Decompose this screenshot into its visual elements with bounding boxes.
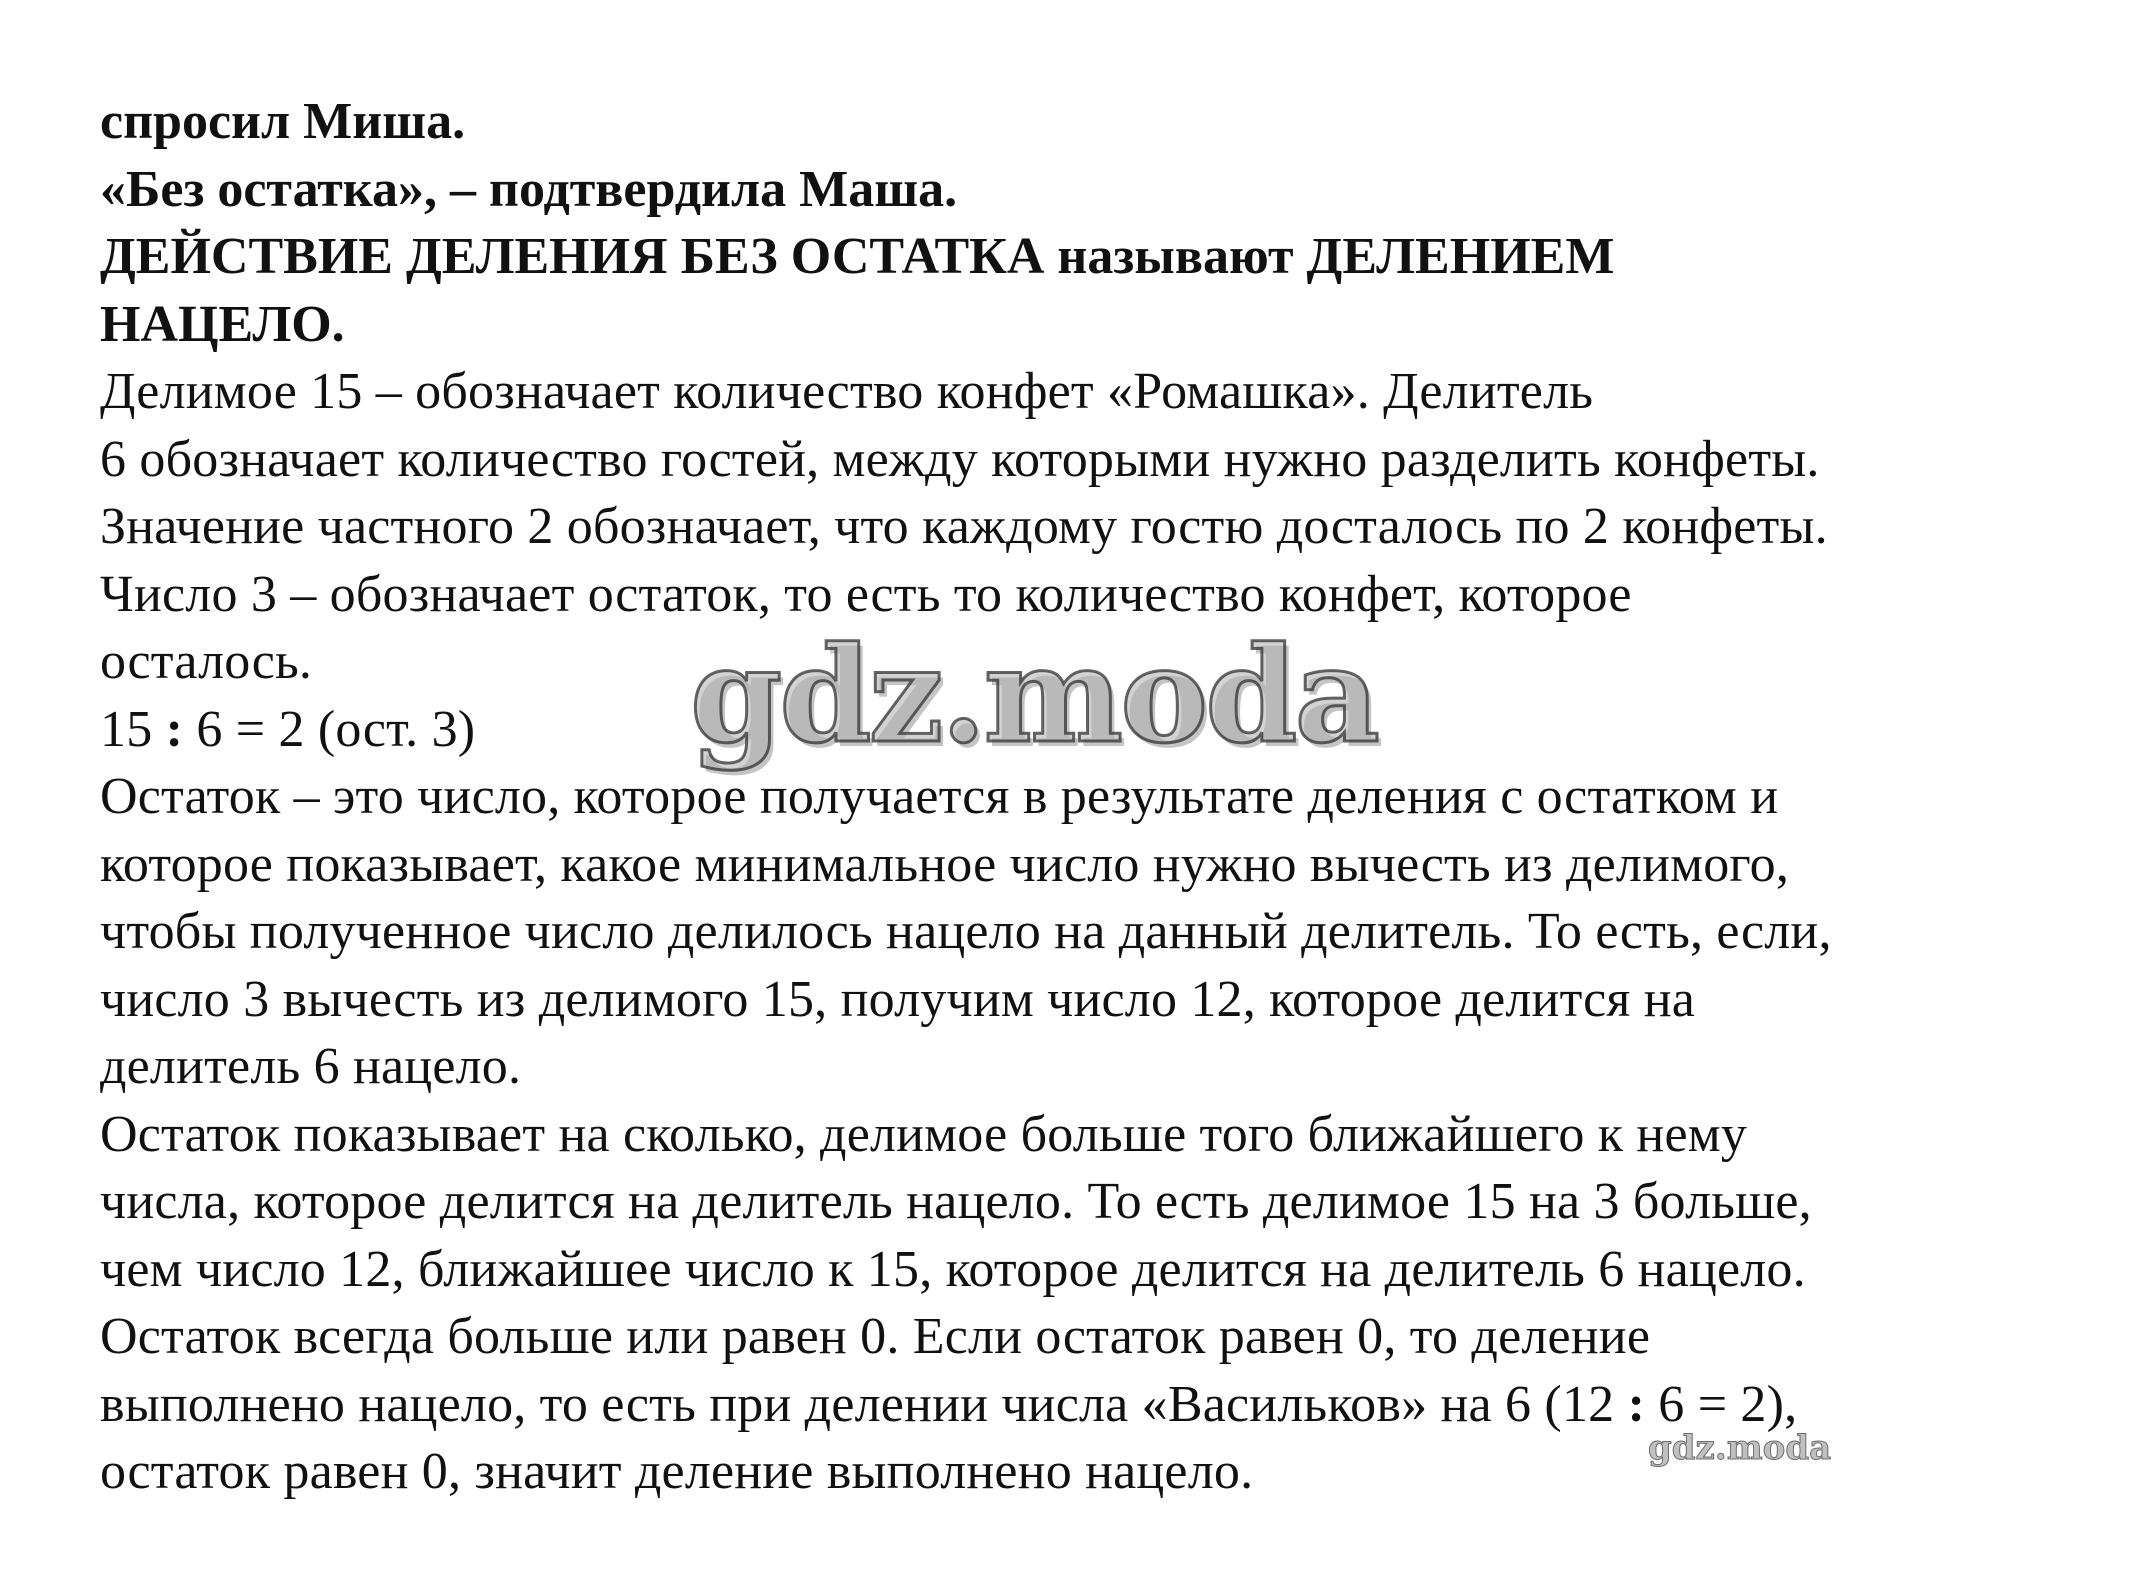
text-body	[100, 88, 2080, 1506]
equation-left: 15	[100, 700, 166, 758]
text-line: спросил Миша.	[100, 93, 466, 150]
watermark-small: gdz.moda	[1648, 1428, 1832, 1468]
watermark-large: gdz.moda	[690, 618, 1378, 773]
text-line: чтобы полученное число делилось нацело на данный делитель. То есть, если,	[100, 903, 1832, 960]
text-line: Остаток всегда больше или равен 0. Если остаток равен 0, то деление	[100, 1308, 1651, 1365]
equation-right: 6 = 2 (ост. 3)	[183, 700, 476, 758]
equation-line	[100, 696, 2080, 764]
text-line: «Без остатка», – подтвердила Маша.	[100, 160, 958, 218]
definition-line: ДЕЙСТВИЕ ДЕЛЕНИЯ БЕЗ ОСТАТКА называют ДЕЛЕНИЕМ	[100, 228, 1615, 285]
text-span: 6 = 2),	[1645, 1375, 1798, 1433]
definition-line: НАЦЕЛО.	[100, 295, 345, 353]
text-line: число 3 вычесть из делимого 15, получим число 12, которое делится на	[100, 970, 1696, 1028]
division-sign: :	[165, 700, 184, 758]
text-line: Остаток – это число, которое получается в результате деления с остатком и	[100, 768, 1779, 825]
text-line: чем число 12, ближайшее число к 15, которое делится на делитель 6 нацело.	[100, 1240, 1806, 1298]
text-line: 6 обозначает количество гостей, между которыми нужно разделить конфеты.	[100, 430, 1820, 488]
text-line: остаток равен 0, значит деление выполнено нацело.	[100, 1443, 1254, 1500]
text-line: делитель 6 нацело.	[100, 1038, 522, 1095]
text-line: Остаток показывает на сколько, делимое больше того ближайшего к нему	[100, 1105, 1748, 1163]
division-sign: :	[1627, 1375, 1646, 1433]
text-line: которое показывает, какое минимальное число нужно вычесть из делимого,	[100, 835, 1790, 893]
text-line: числа, которое делится на делитель нацело. То есть делимое 15 на 3 больше,	[100, 1173, 1812, 1230]
text-line	[100, 1371, 2080, 1439]
text-line: Число 3 – обозначает остаток, то есть то количество конфет, которое	[100, 565, 1632, 623]
text-span: выполнено нацело, то есть при делении числа «Васильков» на 6 (12	[100, 1375, 1628, 1433]
text-line: Значение частного 2 обозначает, что каждому гостю досталось по 2 конфеты.	[100, 498, 1828, 555]
text-line: Делимое 15 – обозначает количество конфет «Ромашка». Делитель	[100, 363, 1594, 420]
text-line: осталось.	[100, 633, 313, 690]
